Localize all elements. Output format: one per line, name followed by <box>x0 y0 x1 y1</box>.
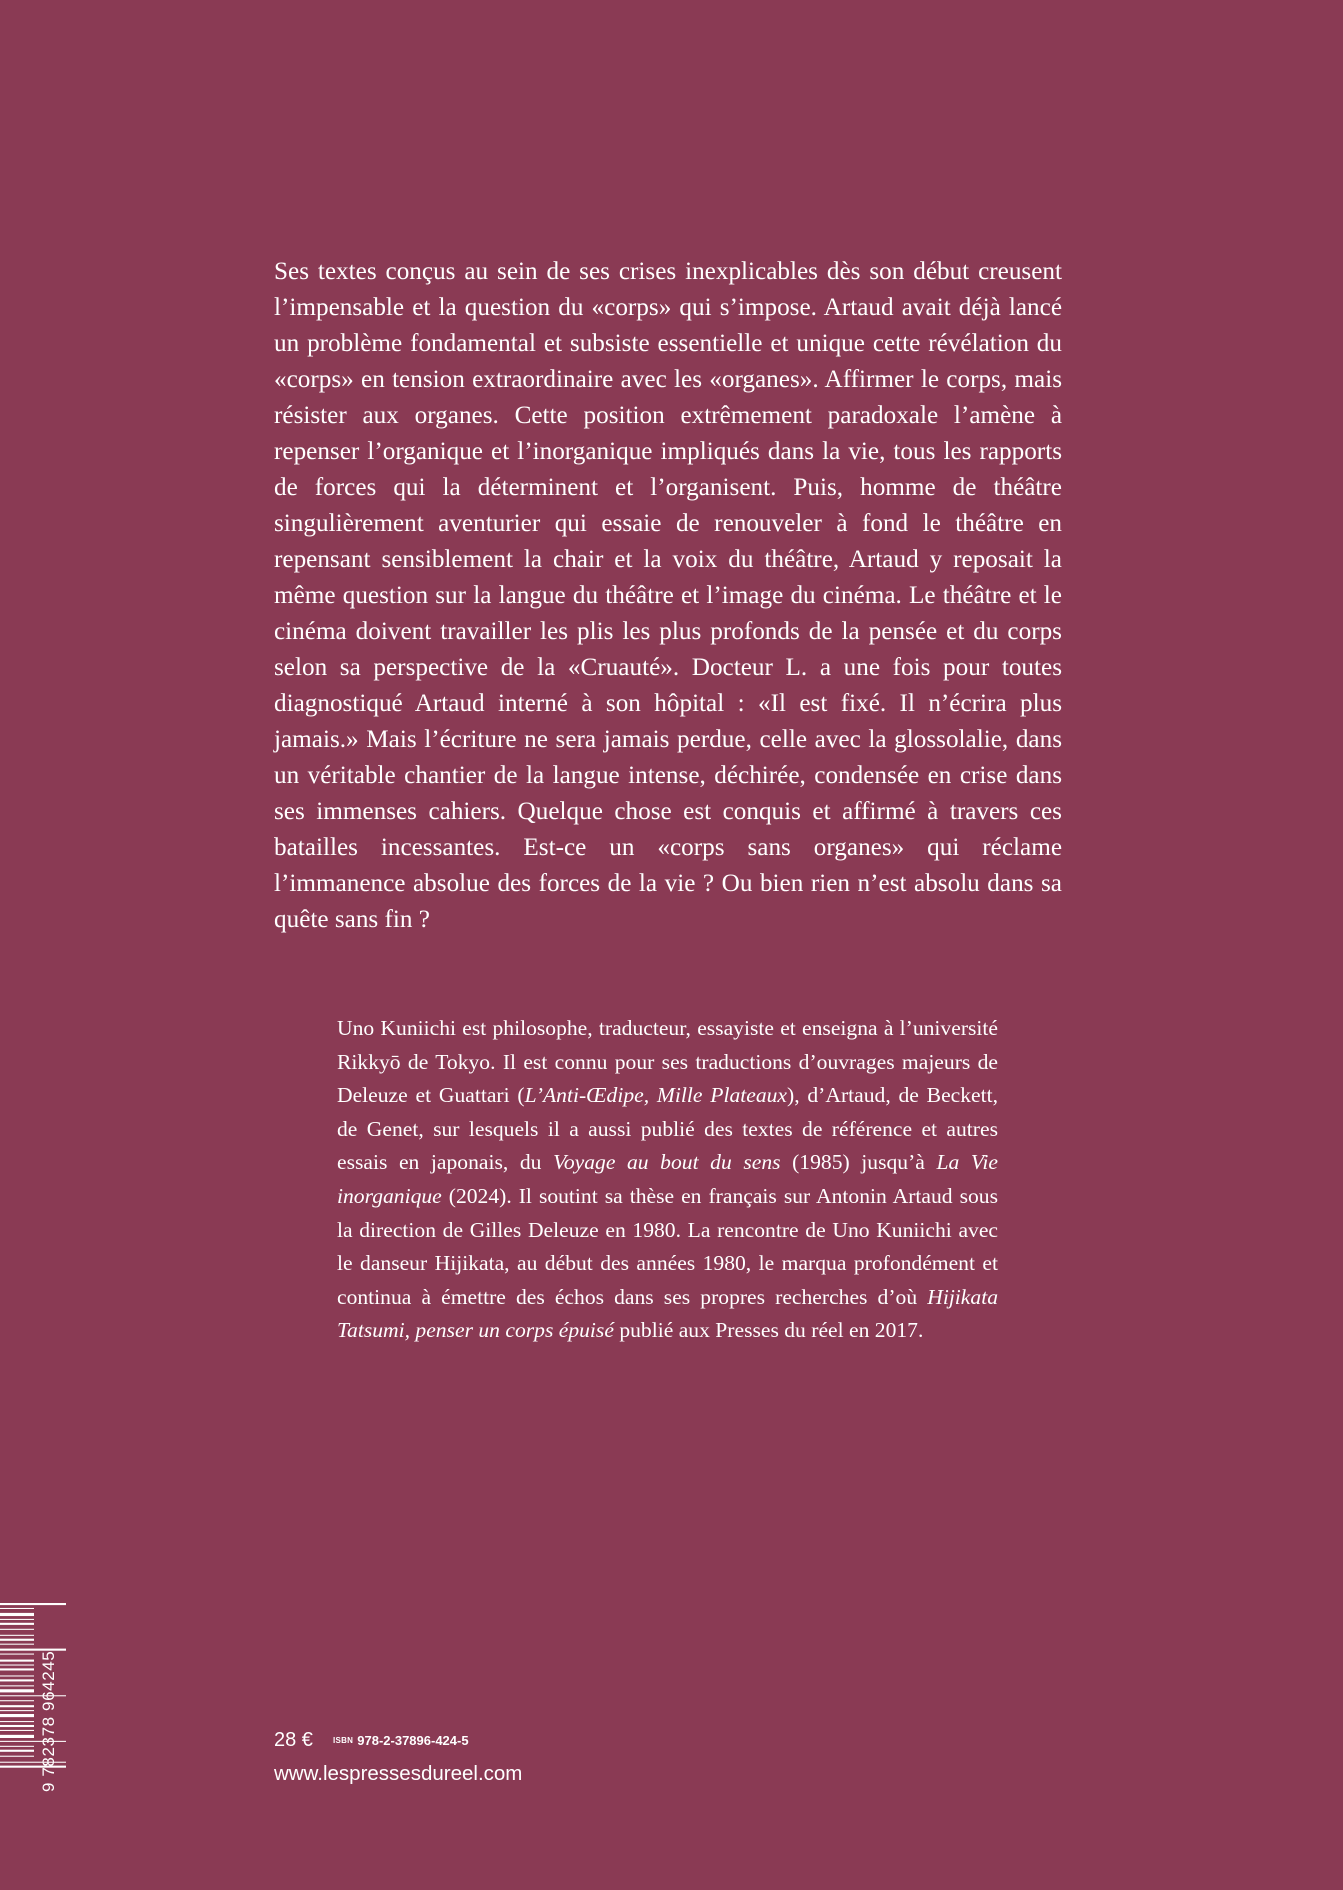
barcode-bar <box>0 1629 34 1630</box>
isbn-number: 978-2-37896-424-5 <box>357 1732 469 1748</box>
bio-title-mille-plateaux: Mille Plateaux <box>656 1083 788 1108</box>
barcode-bar <box>0 1665 34 1666</box>
barcode-bar <box>0 1705 34 1707</box>
barcode-bar <box>0 1725 34 1727</box>
barcode-bar <box>0 1700 34 1701</box>
bio-part-3: (1985) jusqu’à <box>780 1150 937 1175</box>
price-isbn-line <box>274 1728 469 1753</box>
bio-title-voyage: Voyage au bout du sens <box>553 1150 781 1175</box>
barcode-bar <box>0 1689 34 1692</box>
barcode-bar <box>0 1685 34 1686</box>
bio-part-2: ), d’Artaud, de Beckett, de Genet, sur lesquels il a aussi publié des textes de référence et autres essais en japonais, du <box>337 1083 999 1175</box>
price: 28 € <box>274 1729 313 1751</box>
barcode-bar <box>0 1623 34 1625</box>
barcode-bar <box>0 1721 34 1722</box>
barcode-bar <box>0 1639 34 1641</box>
barcode-bar <box>0 1675 34 1676</box>
bio-title-vie-inorganique: La Vie inorganique <box>337 1150 998 1208</box>
author-bio <box>337 1012 998 1348</box>
barcode-bar <box>0 1635 34 1636</box>
barcode-bar <box>0 1613 34 1616</box>
barcode-bar <box>0 1668 34 1670</box>
barcode-bar <box>0 1746 34 1747</box>
barcode-bar <box>0 1710 34 1711</box>
bio-title-separator: , <box>643 1083 657 1108</box>
barcode-bar <box>0 1730 34 1731</box>
barcode-bar <box>0 1750 34 1752</box>
barcode-bar <box>0 1608 34 1609</box>
bio-part-4: (2024). Il soutint sa thèse en français sur Antonin Artaud sous la direction de Gilles Deleuze en 1980. La rencontre de Uno Kuniichi avec le danseur Hijikata, au début des années 1980, le marqua profondément et continua à émettre des échos dans ses propres recherches d’où <box>337 1183 998 1309</box>
barcode-bar <box>0 1619 34 1620</box>
barcode-bar <box>0 1660 34 1662</box>
barcode-digits: 9 782378 964245 <box>39 1650 58 1792</box>
isbn-label: ISBN <box>332 1735 354 1745</box>
bio-title-hijikata: Hijikata Tatsumi, penser un corps épuisé <box>337 1284 998 1343</box>
barcode-bar <box>0 1714 34 1717</box>
barcode-bar <box>0 1644 34 1645</box>
bio-title-anti-oedipe: L’Anti-Œdipe <box>524 1083 644 1108</box>
bio-part-1: Uno Kuniichi est philosophe, traducteur, essayiste et enseigna à l’université Rikkyō de Tokyo. Il est connu pour ses traductions d’ouvrages majeurs de Deleuze et Guattari ( <box>337 1016 998 1108</box>
main-text: Ses textes conçus au sein de ses crises inexplicables dès son début creusent l’impensable et la question du «corps» qui s’impose. Artaud avait déjà lancé un problème fondamental et subsiste essentielle et unique cette révélation du «corps» en tension extraordinaire avec les «organes». Affirmer le corps, mais résister aux organes. Cette position extrêmement paradoxale l’amène à repenser l’organique et l’inorganique impliqués dans la vie, tous les rapports de forces qui la déterminent et l’organisent. Puis, homme de théâtre singulièrement aventurier qui essaie de renouveler à fond le théâtre en repensant sensiblement la chair et la voix du théâtre, Artaud y reposait la même question sur la langue du théâtre et l’image du cinéma. Le théâtre et le cinéma doivent travailler les plis les plus profonds de la pensée et du corps selon sa perspective de la «Cruauté». Docteur L. a une fois pour toutes diagnostiqué Artaud interné à son hôpital : «Il est fixé. Il n’écrira plus jamais.» Mais l’écriture ne sera jamais perdue, celle avec la glossolalie, dans un véritable chantier de la langue intense, déchirée, condensée en crise dans ses immenses cahiers. Quelque chose est conquis et affirmé à travers ces batailles incessantes. Est-ce un «corps sans organes» qui réclame l’immanence absolue des forces de la vie ? Ou bien rien n’est absolu dans sa quête sans fin ? <box>274 258 1062 933</box>
bio-part-5: publié aux Presses du réel en 2017. <box>613 1318 924 1343</box>
barcode-bar <box>0 1679 34 1681</box>
barcode-bar <box>0 1756 34 1757</box>
publisher-website: www.lespressesdureel.com <box>274 1762 523 1785</box>
barcode-bar <box>0 1654 34 1655</box>
barcode-bar <box>0 1735 34 1738</box>
